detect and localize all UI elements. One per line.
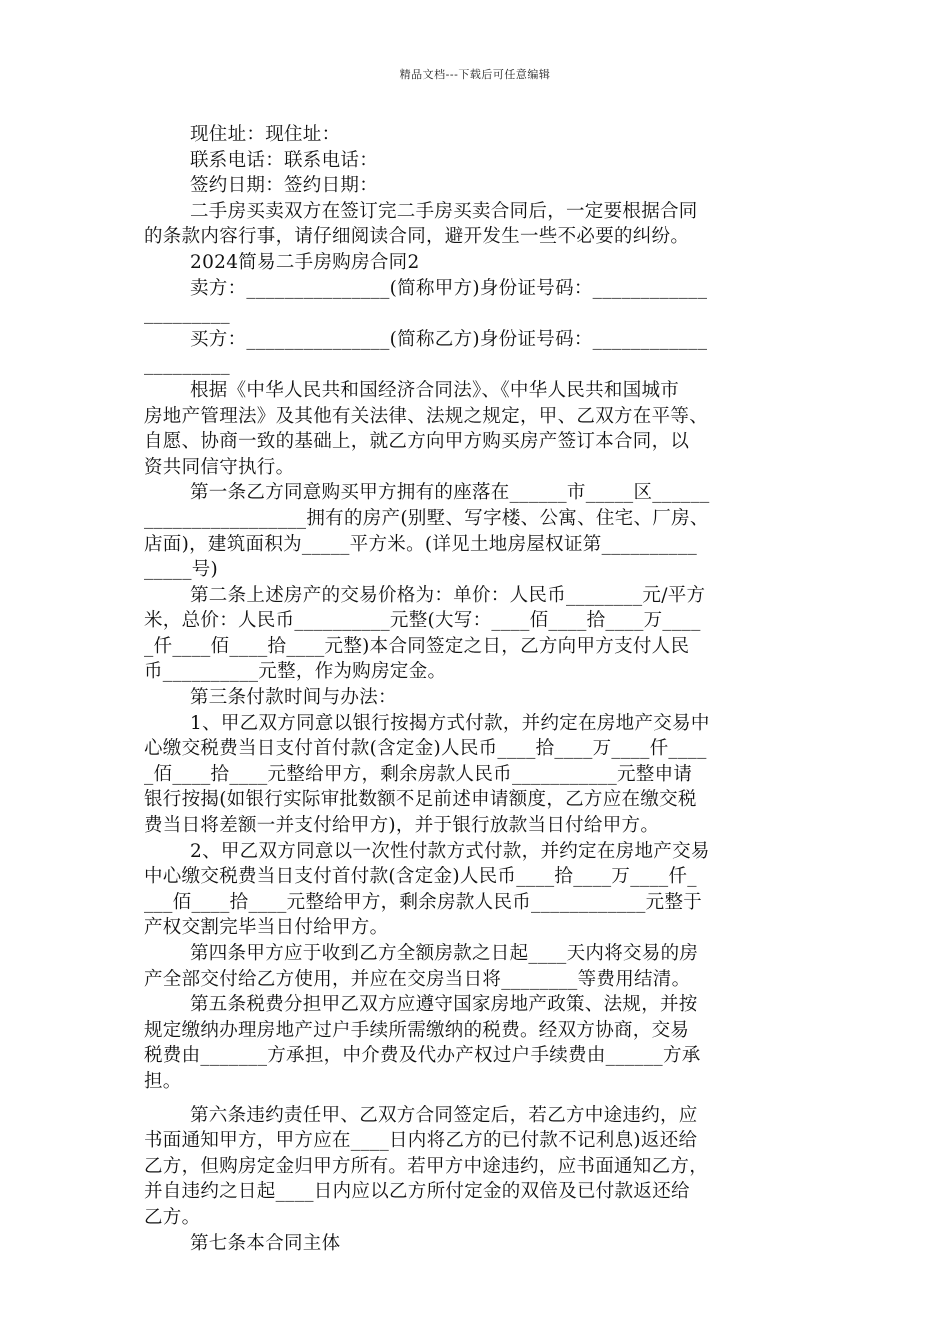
text-line: 第一条乙方同意购买甲方拥有的座落在______市_____区______ bbox=[190, 482, 710, 504]
text-line: 卖方：_______________(简称甲方)身份证号码：____________ bbox=[190, 277, 708, 299]
text-line: 的条款内容行事，请仔细阅读合同，避开发生一些不必要的纠纷。 bbox=[144, 226, 690, 248]
text-line: _________ bbox=[144, 303, 230, 325]
text-line: _________________拥有的房产(别墅、写字楼、公寓、住宅、厂房、 bbox=[144, 507, 709, 529]
text-line: 第二条上述房产的交易价格为：单价：人民币________元/平方 bbox=[190, 584, 706, 606]
text-line: 现住址：现住址： bbox=[190, 124, 341, 145]
text-line: 第三条付款时间与办法： bbox=[190, 687, 397, 709]
text-line: _仟____佰____拾____元整)本合同签定之日，乙方向甲方支付人民 bbox=[144, 635, 690, 657]
text-line: 银行按揭(如银行实际审批数额不足前述申请额度，乙方应在缴交税 bbox=[144, 789, 697, 811]
text-line: 资共同信守执行。 bbox=[144, 456, 295, 478]
text-line: 币__________元整，作为购房定金。 bbox=[144, 661, 447, 683]
text-line: 2024简易二手房购房合同2 bbox=[190, 251, 420, 273]
text-line: 签约日期：签约日期： bbox=[190, 175, 379, 197]
text-line: 产全部交付给乙方使用，并应在交房当日将________等费用结清。 bbox=[144, 968, 691, 990]
text-line: 第七条本合同主体 bbox=[190, 1232, 341, 1254]
text-line: _________ bbox=[144, 354, 230, 376]
text-line: 房地产管理法》及其他有关法律、法规之规定，甲、乙双方在平等、 bbox=[144, 405, 709, 427]
text-line: 书面通知甲方，甲方应在____日内将乙方的已付款不记利息)返还给 bbox=[144, 1130, 698, 1152]
text-line: 联系电话：联系电话： bbox=[190, 149, 379, 171]
text-line: 第六条违约责任甲、乙双方合同签定后，若乙方中途违约，应 bbox=[190, 1104, 698, 1126]
text-line: 根据《中华人民共和国经济合同法》、《中华人民共和国城市 bbox=[190, 379, 680, 401]
text-line: ___佰____拾____元整给甲方，剩余房款人民币____________元整于 bbox=[144, 891, 703, 913]
text-line: 店面)，建筑面积为_____平方米。(详见土地房屋权证第__________ bbox=[144, 533, 698, 555]
contract-body bbox=[144, 122, 812, 1256]
text-line: 费当日将差额一并支付给甲方)，并于银行放款当日付给甲方。 bbox=[144, 815, 660, 837]
text-line: 规定缴纳办理房地产过户手续所需缴纳的税费。经双方协商，交易 bbox=[144, 1019, 690, 1041]
text-line: _____号) bbox=[144, 559, 219, 581]
text-line: _佰____拾____元整给甲方，剩余房款人民币___________元整申请 bbox=[144, 763, 693, 785]
text-line: 买方：_______________(简称乙方)身份证号码：____________ bbox=[190, 328, 708, 350]
text-line: 税费由_______方承担，中介费及代办产权过户手续费由______方承 bbox=[144, 1045, 701, 1067]
text-line: 第四条甲方应于收到乙方全额房款之日起____天内将交易的房 bbox=[190, 943, 699, 964]
text-line: 2、甲乙双方同意以一次性付款方式付款，并约定在房地产交易 bbox=[190, 840, 710, 862]
text-line: 米，总价：人民币__________元整(大写：____佰____拾____万____ bbox=[144, 610, 701, 632]
page-header: 精品文档---下载后可任意编辑 bbox=[399, 68, 551, 81]
text-line: 1、甲乙双方同意以银行按揭方式付款，并约定在房地产交易中 bbox=[190, 712, 710, 734]
text-line: 并自违约之日起____日内应以乙方所付定金的双倍及已付款返还给 bbox=[144, 1181, 690, 1203]
text-line: 乙方。 bbox=[144, 1206, 201, 1228]
text-line: 自愿、协商一致的基础上，就乙方向甲方购买房产签订本合同，以 bbox=[144, 431, 690, 453]
text-line: 第五条税费分担甲乙双方应遵守国家房地产政策、法规，并按 bbox=[190, 994, 698, 1016]
text-line: 中心缴交税费当日支付首付款(含定金)人民币____拾____万____仟_ bbox=[144, 866, 697, 888]
text-line: 乙方，但购房定金归甲方所有。若甲方中途违约，应书面通知乙方， bbox=[144, 1155, 709, 1177]
text-line: 产权交割完毕当日付给甲方。 bbox=[144, 917, 389, 939]
text-line: 二手房买卖双方在签订完二手房买卖合同后，一定要根据合同 bbox=[190, 200, 698, 222]
text-line: 心缴交税费当日支付首付款(含定金)人民币____拾____万____仟____ bbox=[144, 738, 707, 760]
text-line: 担。 bbox=[144, 1070, 182, 1092]
